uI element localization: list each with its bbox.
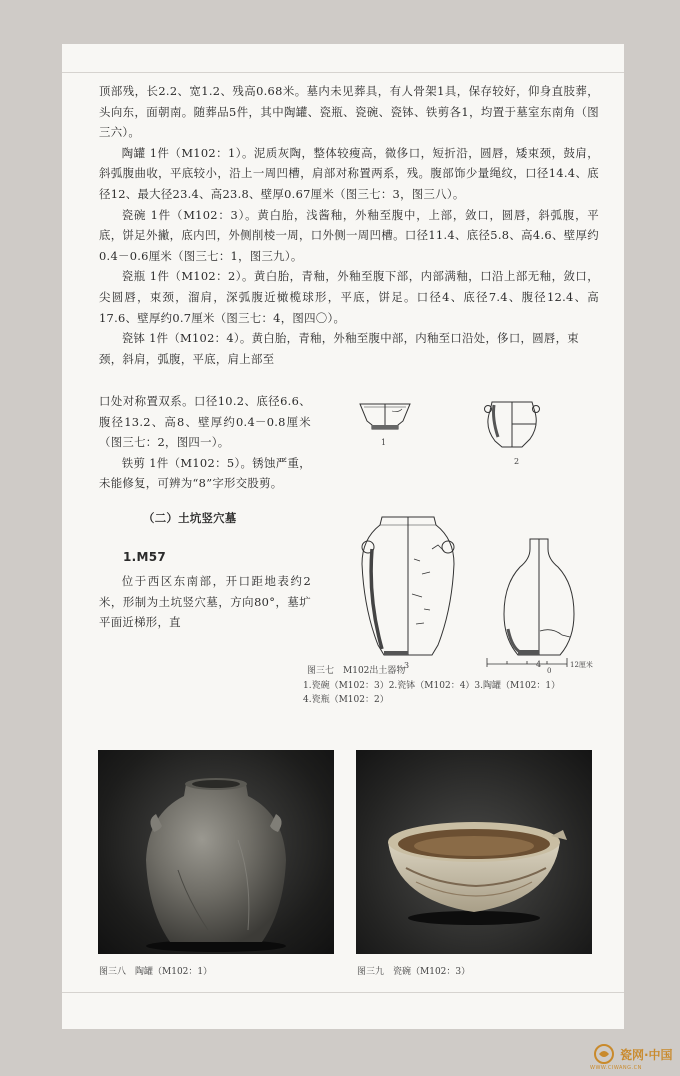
paragraph-porcelain-bo: 瓷钵 1件（M102：4）。黄白胎，青釉，外釉至腹中部，内釉至口沿处，侈口，圆唇，束颈，斜肩，弧腹，平底，肩上部至 — [99, 331, 579, 366]
paragraph-tomb: 顶部残，长2.2、宽1.2、残高0.68米。墓内未见葬具，有人骨架1具，保存较好，仰身直肢葬，头向东，面朝南。随葬品5件，其中陶罐、瓷瓶、瓷碗、瓷钵、铁剪各1，均置于墓室东南角（图三六）。 — [99, 84, 599, 140]
logo-text: 瓷网·中国 — [620, 1048, 673, 1062]
bottom-rule — [62, 992, 624, 993]
paragraph-porcelain-bowl: 瓷碗 1件（M102：3）。黄白胎，浅酱釉，外釉至腹中，上部，敛口，圆唇，斜弧腹，平底，饼足外撇，底内凹，外侧削棱一周，口外侧一周凹槽。口径11.4、底径5.8、高4.6、壁厚约0.4－0.6厘米（图三七：1，图三九）。 — [99, 207, 599, 263]
section-heading: （二）土坑竖穴墓 — [143, 510, 237, 525]
figure-37-title: 图三七 M102出土器物 — [307, 666, 406, 676]
figure-label-1: 1 — [381, 438, 387, 447]
left-column — [99, 391, 311, 633]
book-page — [62, 44, 624, 1029]
scale-text: 12厘米 — [570, 661, 593, 669]
paragraph-m57: 位于西区东南部，开口距地表约2米，形制为土坑竖穴墓，方向80°，墓圹平面近梯形，直 — [99, 574, 311, 630]
pottery-jar-drawing — [362, 517, 454, 655]
pottery-jar-image — [98, 750, 334, 954]
logo-subtext: WWW.CIWANG.CN — [590, 1065, 642, 1071]
artifact-drawings — [312, 399, 612, 669]
body-text — [99, 81, 599, 369]
figure-37-caption-line1: 1.瓷碗（M102：3）2.瓷钵（M102：4）3.陶罐（M102：1） — [303, 680, 561, 691]
figure-label-3: 3 — [404, 661, 410, 670]
figure-37-caption — [303, 664, 603, 708]
top-rule — [62, 72, 624, 73]
paragraph-pottery-jar: 陶罐 1件（M102：1）。泥质灰陶，整体较瘦高，微侈口，短折沿，圆唇，矮束颈，鼓肩，斜弧腹曲收，平底较小，沿上一周凹槽，肩部对称置两系，残。腹部饰少量绳纹，口径14.4、底径12、最大径23.4、高23.8、壁厚0.67厘米（图三七：3，图三八）。 — [99, 145, 599, 201]
figure-label-2: 2 — [514, 457, 520, 466]
photo-pottery-jar — [98, 750, 334, 954]
bowl-drawing — [360, 404, 410, 429]
scale-start: 0 — [547, 667, 552, 675]
porcelain-bowl-image — [356, 750, 592, 954]
paragraph-iron-scissors: 铁剪 1件（M102：5）。锈蚀严重，未能修复，可辨为“8”字形交股剪。 — [99, 455, 311, 491]
subheading-m57: 1.M57 — [123, 549, 167, 564]
vase-drawing — [504, 539, 574, 655]
figure-label-4: 4 — [536, 660, 542, 669]
bo-drawing — [485, 402, 540, 447]
photo-caption-39: 图三九 瓷碗（M102：3） — [357, 967, 471, 977]
photo-porcelain-bowl — [356, 750, 592, 954]
paragraph-bo-continued: 口处对称置双系。口径10.2、底径6.6、腹径13.2、高8、壁厚约0.4－0.8厘米（图三七：2，图四一）。 — [99, 394, 311, 450]
paragraph-porcelain-vase: 瓷瓶 1件（M102：2）。黄白胎，青釉，外釉至腹下部，内部满釉，口沿上部无釉，敛口，尖圆唇，束颈，溜肩，深弧腹近橄榄球形，平底，饼足。口径4、底径7.4、腹径12.4、高17.6、壁厚约0.7厘米（图三七：4，图四〇）。 — [99, 269, 599, 325]
figure-37-caption-line2: 4.瓷瓶（M102：2） — [303, 695, 389, 705]
photo-caption-38: 图三八 陶罐（M102：1） — [99, 967, 213, 977]
